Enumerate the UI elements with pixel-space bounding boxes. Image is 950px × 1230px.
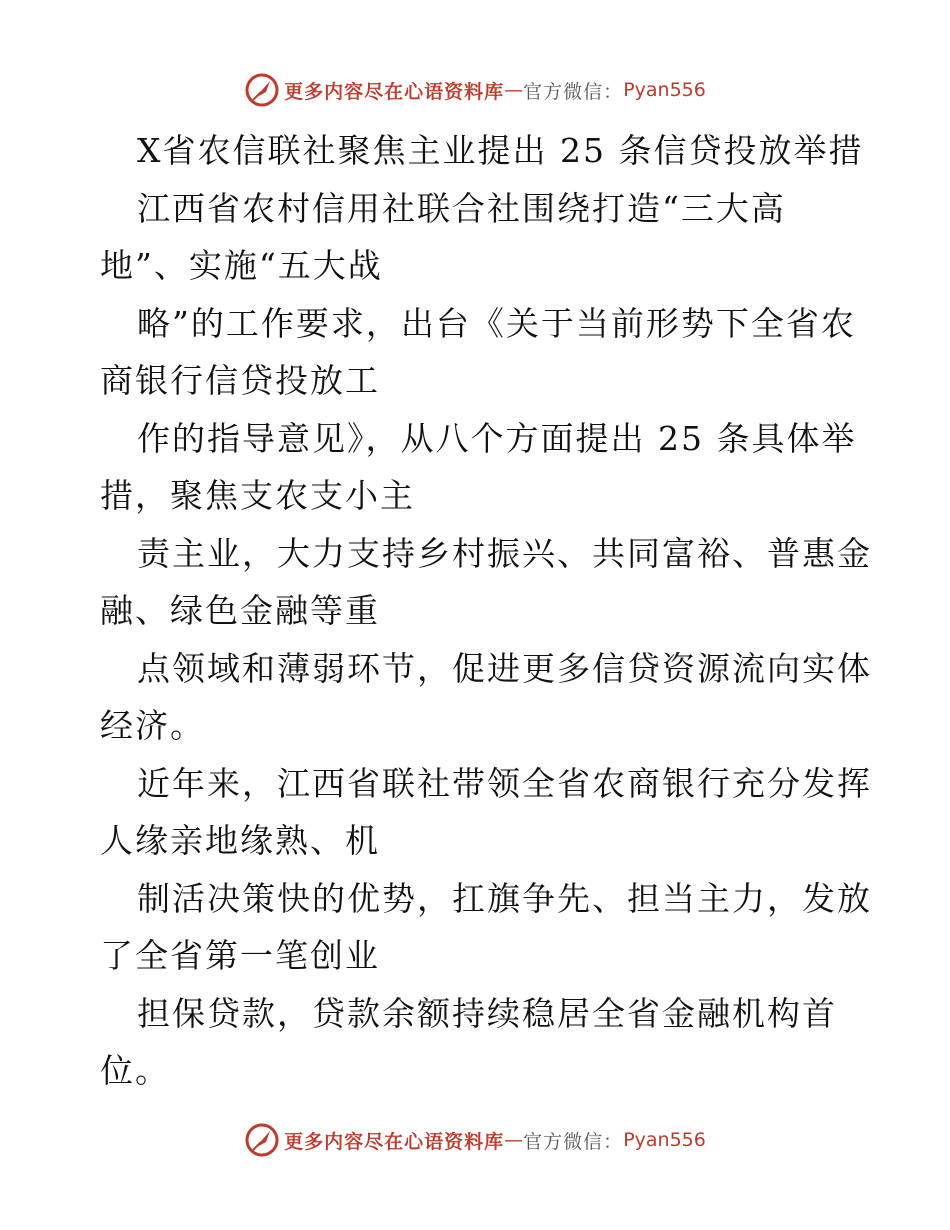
watermark-brand: 更多内容尽在心语资料库 <box>284 1130 505 1153</box>
paragraph-line: 商银行信贷投放工 <box>100 361 380 400</box>
paragraph-line: 略”的工作要求，出台《关于当前形势下全省农 <box>137 303 856 343</box>
paragraph-line: 融、绿色金融等重 <box>100 591 380 630</box>
document-title: X省农信联社聚焦主业提出 25 条信贷投放举措 <box>137 131 864 170</box>
watermark-wechat-id: Pyan556 <box>623 79 706 101</box>
paragraph-line: 担保贷款，贷款余额持续稳居全省金融机构首 <box>137 993 837 1033</box>
watermark-footer <box>0 1120 950 1160</box>
paragraph-line: 作的指导意见》，从八个方面提出 25 条具体举 <box>137 418 857 458</box>
paragraph-line: 江西省农村信用社联合社围绕打造“三大高 <box>137 188 786 228</box>
document-body <box>100 122 872 1100</box>
paragraph-line: 点领域和薄弱环节，促进更多信贷资源流向实体 <box>137 648 872 688</box>
paragraph-line: 地”、实施“五大战 <box>100 246 383 285</box>
paragraph-line: 人缘亲地缘熟、机 <box>100 821 380 860</box>
paragraph-line: 位。 <box>100 1051 170 1090</box>
paragraph-line: 措，聚焦支农支小主 <box>100 476 415 515</box>
quill-circle-icon <box>244 72 280 108</box>
watermark-brand: 更多内容尽在心语资料库 <box>284 80 505 103</box>
watermark-label: 官方微信： <box>523 80 624 103</box>
paragraph-line: 了全省第一笔创业 <box>100 936 380 975</box>
watermark-dash: — <box>504 79 524 101</box>
paragraph-line: 制活决策快的优势，扛旗争先、担当主力，发放 <box>137 878 872 918</box>
watermark-wechat-id: Pyan556 <box>623 1129 706 1151</box>
watermark-label: 官方微信： <box>523 1130 624 1153</box>
watermark-header <box>0 70 950 110</box>
paragraph-line: 近年来，江西省联社带领全省农商银行充分发挥 <box>137 763 872 803</box>
paragraph-line: 责主业，大力支持乡村振兴、共同富裕、普惠金 <box>137 533 872 573</box>
paragraph-line: 经济。 <box>100 706 205 745</box>
watermark-dash: — <box>504 1129 524 1151</box>
quill-circle-icon <box>244 1122 280 1158</box>
